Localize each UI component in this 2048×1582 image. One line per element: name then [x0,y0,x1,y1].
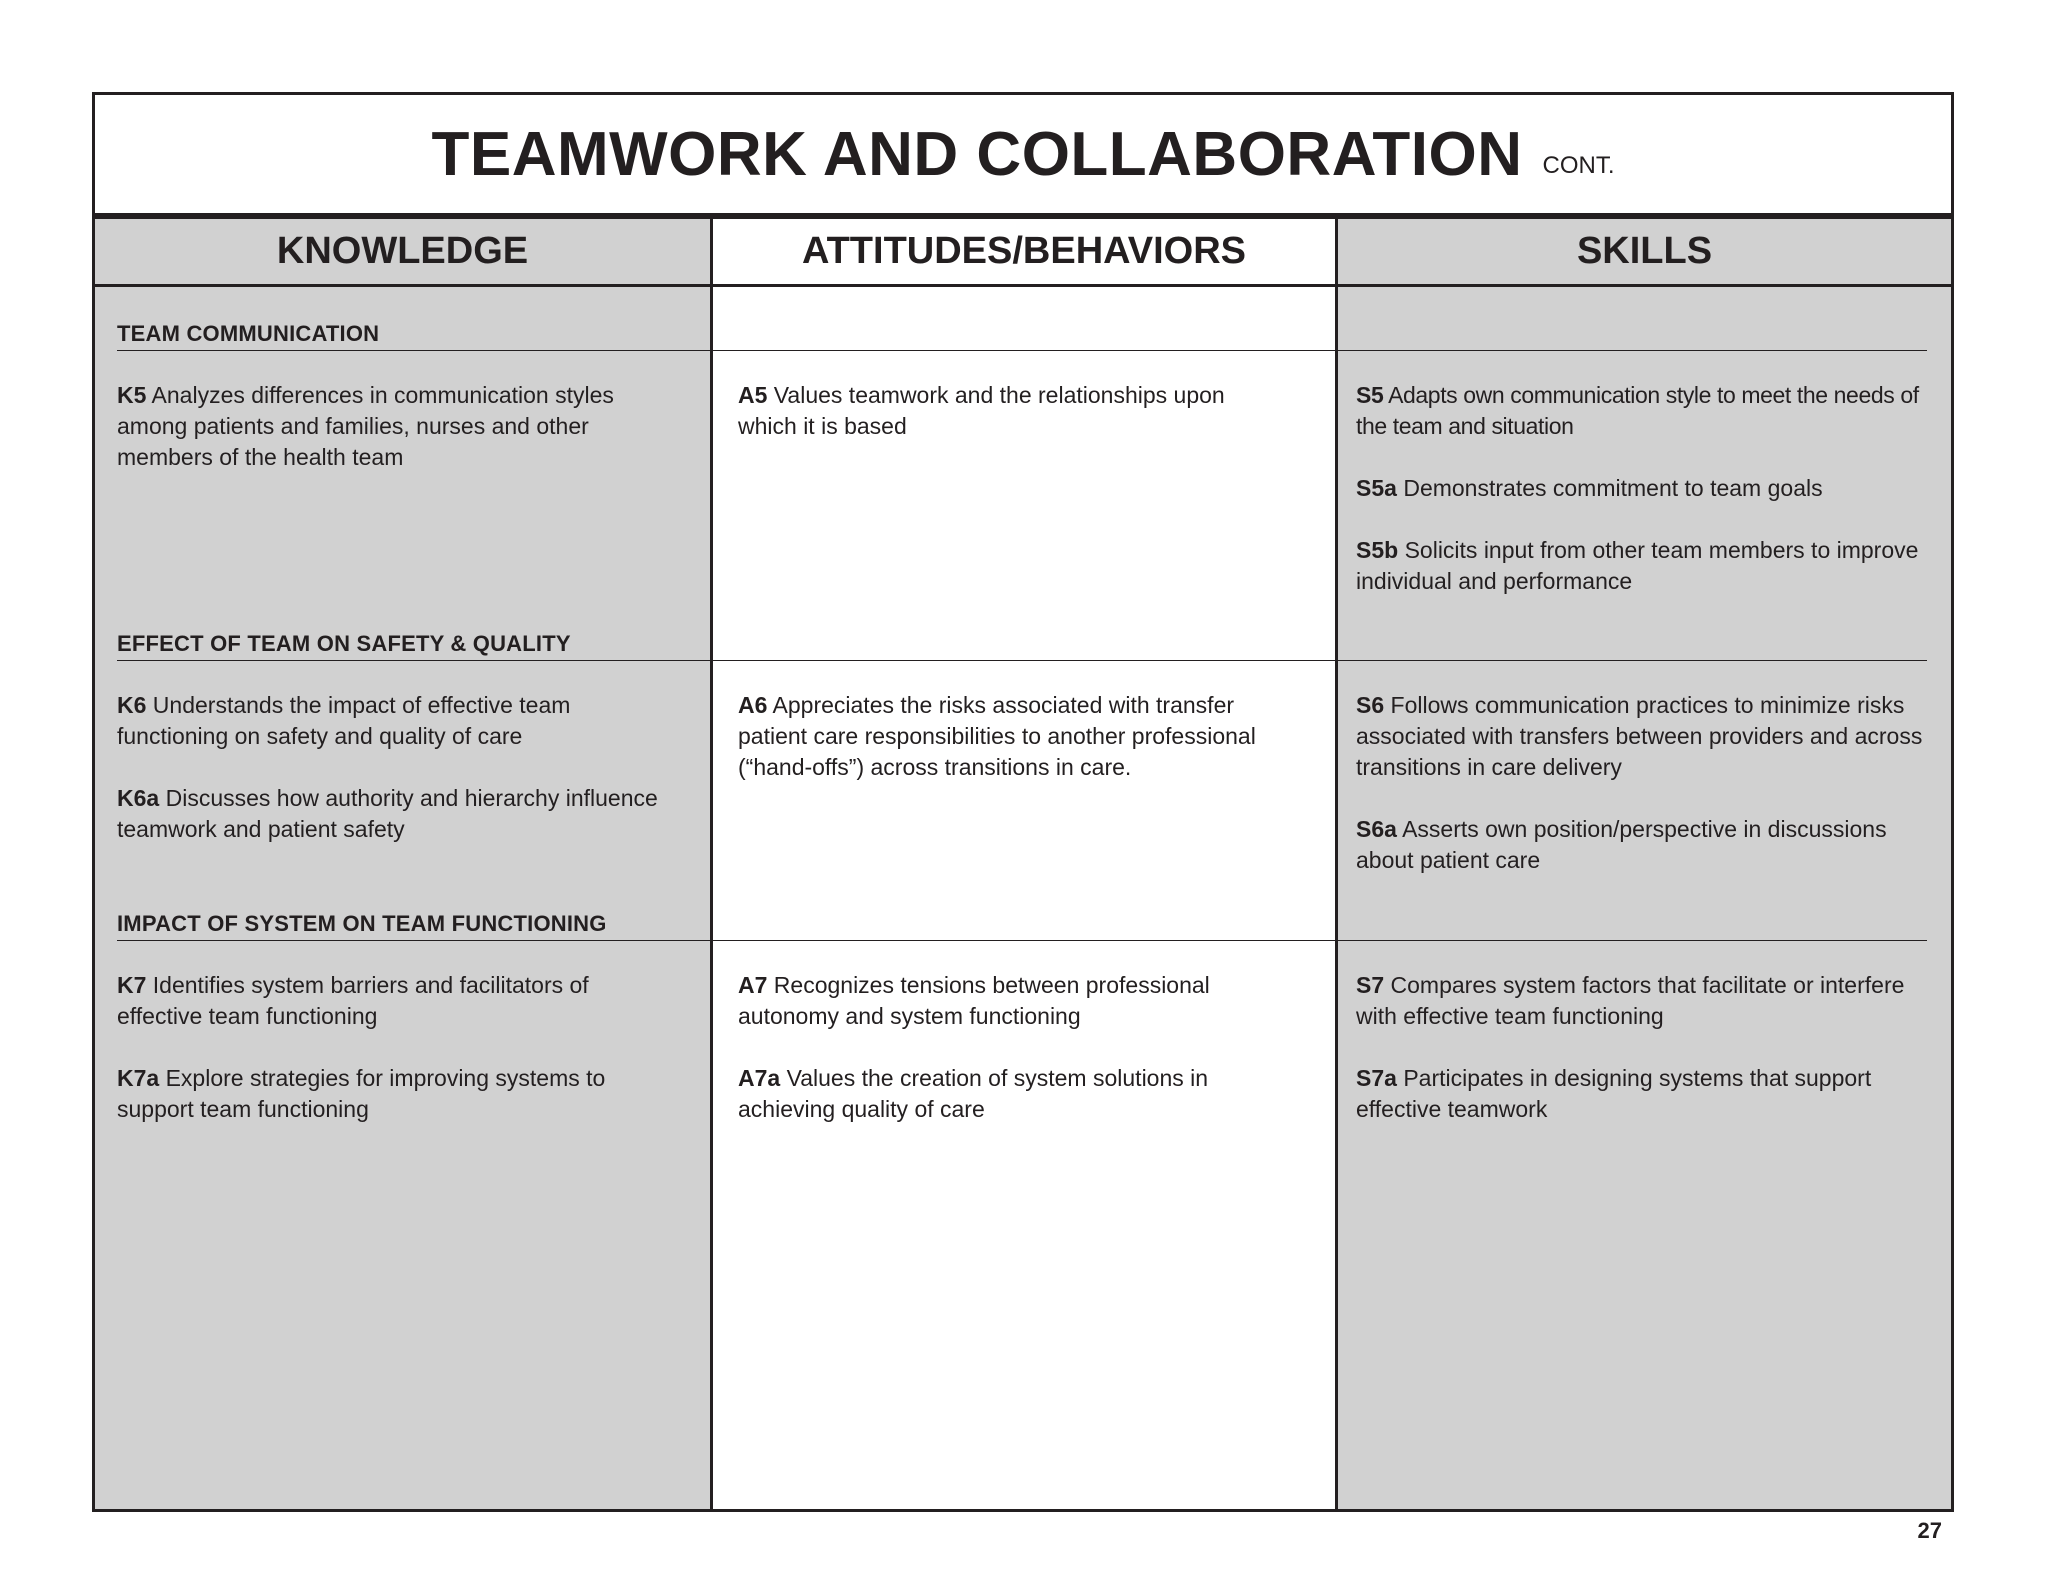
item-code: S7a [1356,1065,1397,1091]
item-code: S5b [1356,537,1399,563]
attitude-item [738,380,1278,442]
row-divider [117,350,1927,351]
section-label-team-communication: TEAM COMMUNICATION [117,321,380,346]
item-code: K7a [117,1065,160,1091]
attitude-item [738,1063,1298,1125]
title-continued: CONT. [1542,152,1615,179]
skill-item [1356,380,1936,442]
knowledge-item [117,1063,677,1125]
item-text: Identifies system barriers and facilitators of effective team functioning [117,972,589,1029]
item-text: Explore strategies for improving systems to support team functioning [117,1065,606,1122]
attitude-item [738,970,1298,1032]
item-code: A7 [738,972,768,998]
skill-item [1356,535,1936,597]
item-text: Follows communication practices to minimize risks associated with transfers between providers and across transitions in care delivery [1356,692,1923,780]
item-code: A6 [738,692,768,718]
item-text: Participates in designing systems that support effective teamwork [1356,1065,1872,1122]
skill-item [1356,970,1936,1032]
item-text: Adapts own communication style to meet the needs of the team and situation [1356,382,1919,439]
item-code: S7 [1356,972,1385,998]
knowledge-item [117,690,677,752]
item-code: S6a [1356,816,1397,842]
item-text: Recognizes tensions between professional autonomy and system functioning [738,972,1210,1029]
item-code: K6 [117,692,147,718]
item-text: Values the creation of system solutions in achieving quality of care [738,1065,1209,1122]
item-text: Analyzes differences in communication styles among patients and families, nurses and other members of the health team [117,382,614,470]
item-text: Values teamwork and the relationships upon which it is based [738,382,1225,439]
item-code: A7a [738,1065,781,1091]
item-text: Solicits input from other team members to improve individual and performance [1356,537,1919,594]
knowledge-item [117,783,677,845]
row-divider [117,660,1927,661]
section-label-effect-of-team: EFFECT OF TEAM ON SAFETY & QUALITY [117,631,571,656]
item-text: Understands the impact of effective team functioning on safety and quality of care [117,692,571,749]
skill-item [1356,473,1936,504]
knowledge-item [117,380,677,473]
item-code: K7 [117,972,147,998]
knowledge-item [117,970,677,1032]
skills-header: SKILLS [1338,219,1951,287]
page-number: 27 [1917,1518,1942,1543]
item-text: Discusses how authority and hierarchy influence teamwork and patient safety [117,785,658,842]
item-text: Appreciates the risks associated with transfer patient care responsibilities to another professional (“hand-offs”) across transitions in care. [738,692,1256,780]
skill-item [1356,690,1936,783]
skill-item [1356,1063,1936,1125]
item-text: Asserts own position/perspective in discussions about patient care [1356,816,1887,873]
knowledge-header: KNOWLEDGE [95,219,710,287]
competency-table [92,92,1954,1512]
item-code: S6 [1356,692,1385,718]
item-code: S5a [1356,475,1397,501]
attitudes-header: ATTITUDES/BEHAVIORS [713,219,1335,287]
row-divider [117,940,1927,941]
section-label-impact-of-system: IMPACT OF SYSTEM ON TEAM FUNCTIONING [117,911,607,936]
item-text: Compares system factors that facilitate or interfere with effective team functioning [1356,972,1905,1029]
item-code: A5 [738,382,768,408]
item-code: S5 [1356,382,1384,408]
page-title: TEAMWORK AND COLLABORATION [431,119,1523,189]
skill-item [1356,814,1936,876]
item-text: Demonstrates commitment to team goals [1403,475,1823,501]
item-code: K5 [117,382,147,408]
title-bar [95,95,1951,219]
item-code: K6a [117,785,160,811]
attitude-item [738,690,1298,783]
